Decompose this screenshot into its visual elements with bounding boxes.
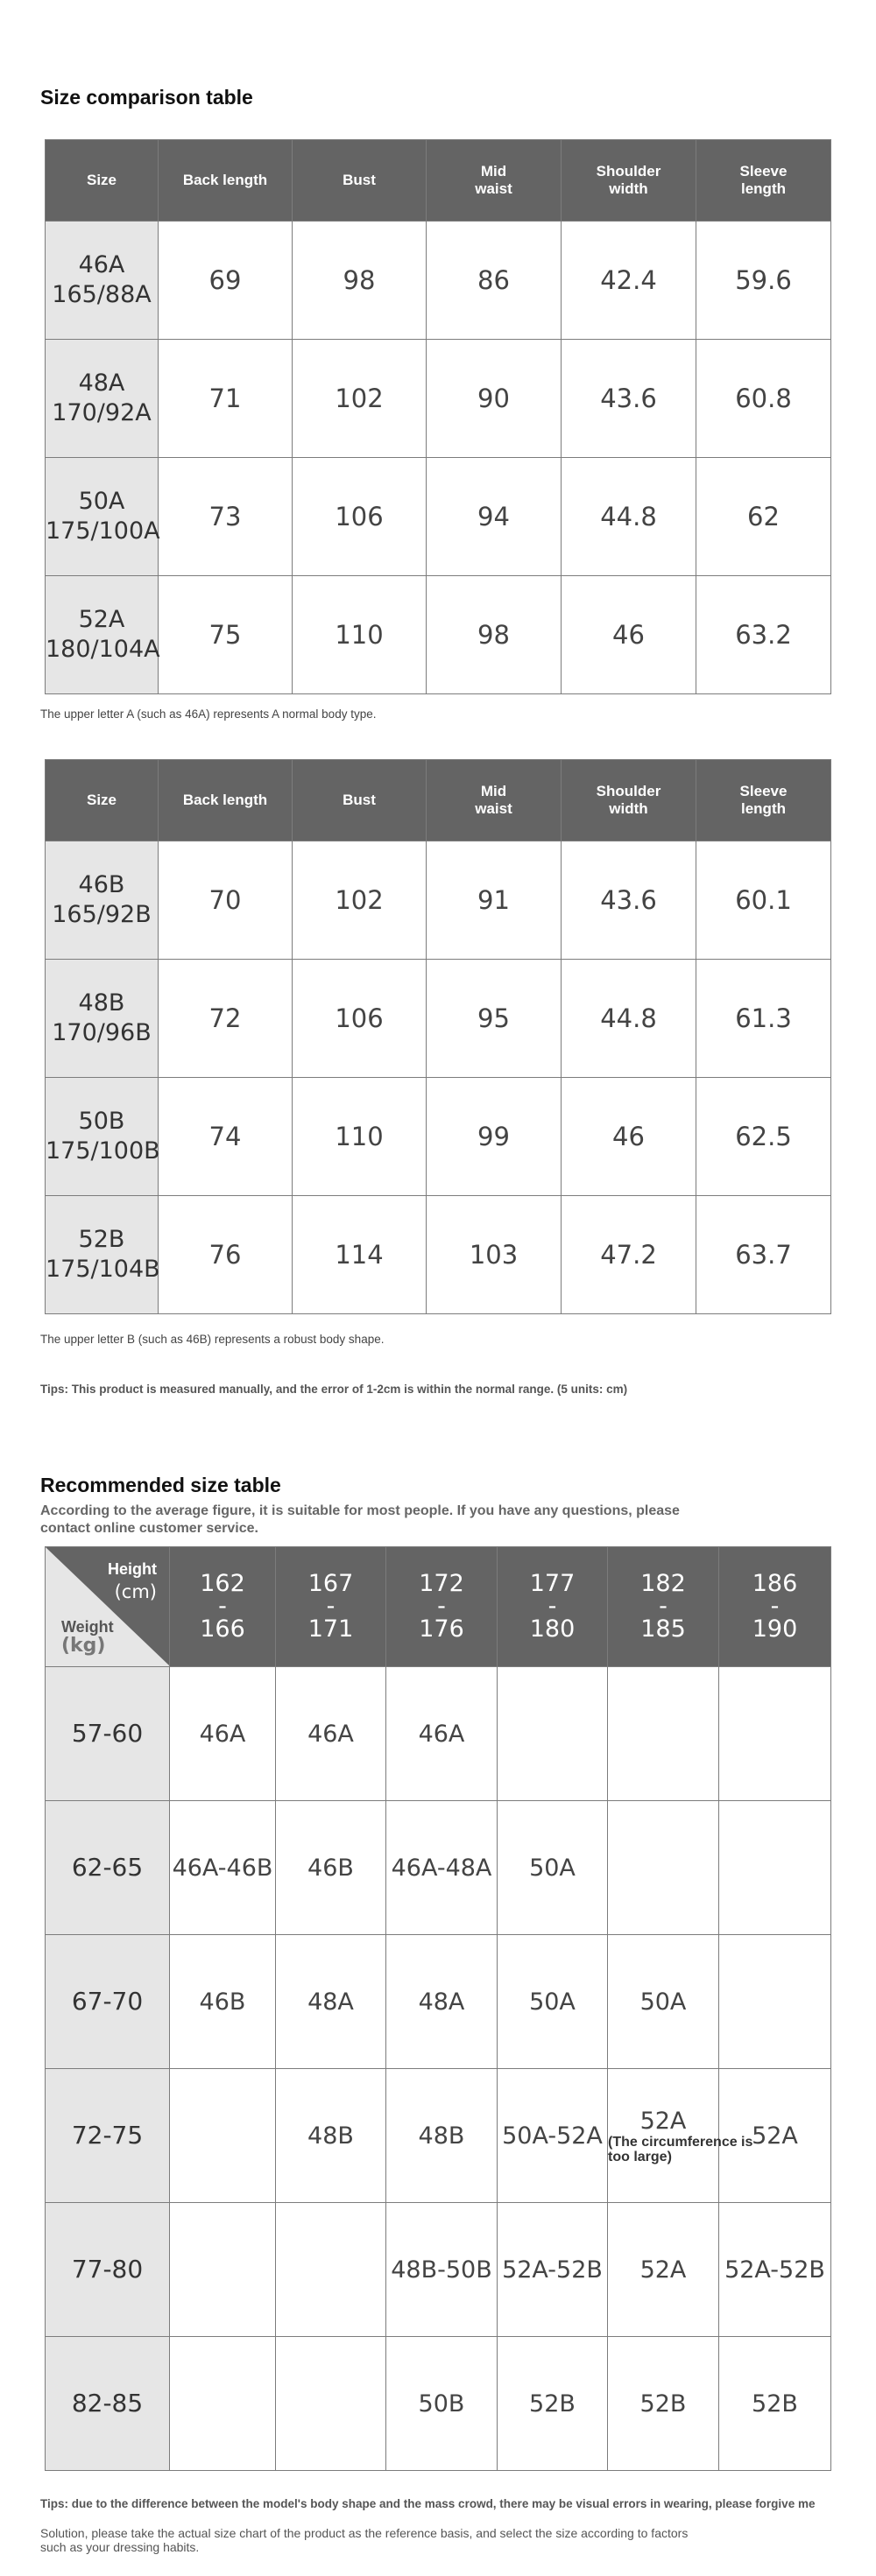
height-col-4: 177 - 180 [498, 1547, 608, 1667]
corner-cell [46, 1547, 170, 1667]
header-sleeve-length: Sleeve length [696, 760, 831, 841]
height-label: Height (cm) [108, 1560, 157, 1602]
height-col-5: 182 - 185 [608, 1547, 719, 1667]
size-comparison-title: Size comparison table [40, 86, 253, 109]
recommended-size-cell: 50A [498, 1935, 608, 2069]
measurement-cell: 63.2 [696, 576, 831, 694]
measurement-cell: 110 [293, 1078, 427, 1196]
table-b-note: The upper letter B (such as 46B) represents a robust body shape. [40, 1333, 385, 1346]
measurement-cell: 114 [293, 1196, 427, 1314]
size-cell: 52A 180/104A [46, 576, 159, 694]
size-cell: 52B 175/104B [46, 1196, 159, 1314]
size-cell: 48A 170/92A [46, 340, 159, 458]
recommended-size-cell: 48B-50B [386, 2203, 498, 2337]
recommended-size-cell [608, 1667, 719, 1801]
measurement-cell: 62 [696, 458, 831, 576]
header-back-length: Back length [159, 140, 293, 222]
weight-label: Weight (kg) [61, 1618, 114, 1657]
table-row [46, 841, 831, 960]
measurement-cell: 42.4 [562, 222, 696, 340]
table-row [46, 222, 831, 340]
measurement-cell: 43.6 [562, 340, 696, 458]
measurement-cell: 94 [427, 458, 562, 576]
measurement-cell: 44.8 [562, 960, 696, 1078]
measurement-cell: 74 [159, 1078, 293, 1196]
recommended-size-cell: 52A [719, 2069, 831, 2203]
header-size: Size [46, 760, 159, 841]
recommended-size-cell [719, 1935, 831, 2069]
header-mid-waist: Mid waist [427, 760, 562, 841]
recommended-size-cell [276, 2203, 386, 2337]
header-back-length: Back length [159, 760, 293, 841]
size-cell: 50A 175/100A [46, 458, 159, 576]
recommended-size-cell: 46A-46B [170, 1801, 276, 1935]
weight-cell: 67-70 [46, 1935, 170, 2069]
size-table-a [45, 139, 831, 694]
recommended-header-row [46, 1547, 831, 1667]
recommended-size-cell: 46A-48A [386, 1801, 498, 1935]
measurement-cell: 71 [159, 340, 293, 458]
table-row [46, 576, 831, 694]
recommended-size-cell: 46A [170, 1667, 276, 1801]
recommended-size-table [45, 1546, 831, 2471]
measurement-cell: 73 [159, 458, 293, 576]
weight-cell: 77-80 [46, 2203, 170, 2337]
recommended-size-cell: 50A [608, 1935, 719, 2069]
table-row [46, 340, 831, 458]
header-shoulder-width: Shoulder width [562, 760, 696, 841]
measurement-cell: 61.3 [696, 960, 831, 1078]
size-cell: 46B 165/92B [46, 841, 159, 960]
measurement-cell: 47.2 [562, 1196, 696, 1314]
measurement-cell: 99 [427, 1078, 562, 1196]
height-unit: (cm) [114, 1581, 157, 1602]
measurement-cell: 98 [293, 222, 427, 340]
measurement-cell: 59.6 [696, 222, 831, 340]
table-row [46, 1078, 831, 1196]
recommended-size-cell: 46A [386, 1667, 498, 1801]
height-col-1: 162 - 166 [170, 1547, 276, 1667]
recommended-size-subtitle: According to the average figure, it is suitable for most people. If you have any questions, please contact online customer service. [40, 1503, 680, 1536]
measurement-cell: 60.8 [696, 340, 831, 458]
recommended-size-cell: 52A-52B [719, 2203, 831, 2337]
recommended-size-cell: 52B [608, 2337, 719, 2471]
table-a-note: The upper letter A (such as 46A) represents A normal body type. [40, 707, 377, 721]
measurement-cell: 62.5 [696, 1078, 831, 1196]
measurement-cell: 43.6 [562, 841, 696, 960]
circumference-note: (The circumference is too large) [608, 2134, 753, 2164]
measurement-cell: 46 [562, 576, 696, 694]
table-row [46, 2069, 831, 2203]
recommended-size-cell [170, 2203, 276, 2337]
measurement-tip: Tips: This product is measured manually, and the error of 1-2cm is within the normal range. (5 units: cm) [40, 1383, 628, 1396]
table-row [46, 1935, 831, 2069]
measurement-cell: 102 [293, 841, 427, 960]
table-row [46, 2203, 831, 2337]
recommended-size-cell [276, 2337, 386, 2471]
recommended-size-cell: 52A [608, 2203, 719, 2337]
recommended-size-cell: 48B [276, 2069, 386, 2203]
measurement-cell: 72 [159, 960, 293, 1078]
size-table-b [45, 759, 831, 1314]
recommended-size-cell: 50A [498, 1801, 608, 1935]
table-row [46, 1801, 831, 1935]
header-mid-waist: Mid waist [427, 140, 562, 222]
measurement-cell: 102 [293, 340, 427, 458]
weight-cell: 82-85 [46, 2337, 170, 2471]
measurement-cell: 70 [159, 841, 293, 960]
measurement-cell: 75 [159, 576, 293, 694]
measurement-cell: 106 [293, 960, 427, 1078]
table-b-header-row [46, 760, 831, 841]
header-size: Size [46, 140, 159, 222]
measurement-cell: 44.8 [562, 458, 696, 576]
recommended-size-cell: 52B [719, 2337, 831, 2471]
recommended-size-cell: 48A [276, 1935, 386, 2069]
recommended-size-cell [608, 2069, 753, 2203]
size-cell: 48B 170/96B [46, 960, 159, 1078]
table-row [46, 2337, 831, 2471]
table-a-header-row [46, 140, 831, 222]
measurement-cell: 91 [427, 841, 562, 960]
weight-unit: (kg) [61, 1635, 106, 1657]
measurement-cell: 76 [159, 1196, 293, 1314]
measurement-cell: 60.1 [696, 841, 831, 960]
header-sleeve-length: Sleeve length [696, 140, 831, 222]
recommended-size-cell [608, 1801, 719, 1935]
table-row [46, 458, 831, 576]
weight-cell: 57-60 [46, 1667, 170, 1801]
size-cell: 46A 165/88A [46, 222, 159, 340]
recommended-size-cell [170, 2337, 276, 2471]
recommended-size-cell: 52B [498, 2337, 608, 2471]
measurement-cell: 98 [427, 576, 562, 694]
solution-note: Solution, please take the actual size chart of the product as the reference basis, and select the size according to factors such as your dressing habits. [40, 2526, 689, 2554]
measurement-cell: 103 [427, 1196, 562, 1314]
weight-cell: 62-65 [46, 1801, 170, 1935]
recommended-size-cell: 46A [276, 1667, 386, 1801]
recommended-size-cell: 46B [170, 1935, 276, 2069]
weight-cell: 72-75 [46, 2069, 170, 2203]
recommended-size-cell [498, 1667, 608, 1801]
height-col-6: 186 - 190 [719, 1547, 831, 1667]
recommended-size-cell [719, 1801, 831, 1935]
header-shoulder-width: Shoulder width [562, 140, 696, 222]
recommended-size-cell: 48A [386, 1935, 498, 2069]
measurement-cell: 95 [427, 960, 562, 1078]
height-col-2: 167 - 171 [276, 1547, 386, 1667]
recommended-size-value: 52A [639, 2107, 687, 2135]
recommended-size-title: Recommended size table [40, 1474, 281, 1496]
measurement-cell: 110 [293, 576, 427, 694]
measurement-cell: 106 [293, 458, 427, 576]
measurement-cell: 63.7 [696, 1196, 831, 1314]
measurement-cell: 46 [562, 1078, 696, 1196]
measurement-cell: 69 [159, 222, 293, 340]
header-bust: Bust [293, 760, 427, 841]
recommended-size-cell: 52A-52B [498, 2203, 608, 2337]
measurement-cell: 90 [427, 340, 562, 458]
size-cell: 50B 175/100B [46, 1078, 159, 1196]
header-bust: Bust [293, 140, 427, 222]
table-row [46, 1667, 831, 1801]
measurement-cell: 86 [427, 222, 562, 340]
recommended-size-cell: 48B [386, 2069, 498, 2203]
table-row [46, 960, 831, 1078]
recommended-size-cell: 46B [276, 1801, 386, 1935]
height-col-3: 172 - 176 [386, 1547, 498, 1667]
recommended-size-cell [719, 1667, 831, 1801]
recommended-size-cell: 50B [386, 2337, 498, 2471]
table-row [46, 1196, 831, 1314]
recommended-size-cell: 50A-52A [498, 2069, 608, 2203]
wearing-tip: Tips: due to the difference between the model's body shape and the mass crowd, there may be visual errors in wearing, please forgive me [40, 2497, 816, 2510]
recommended-size-cell [170, 2069, 276, 2203]
